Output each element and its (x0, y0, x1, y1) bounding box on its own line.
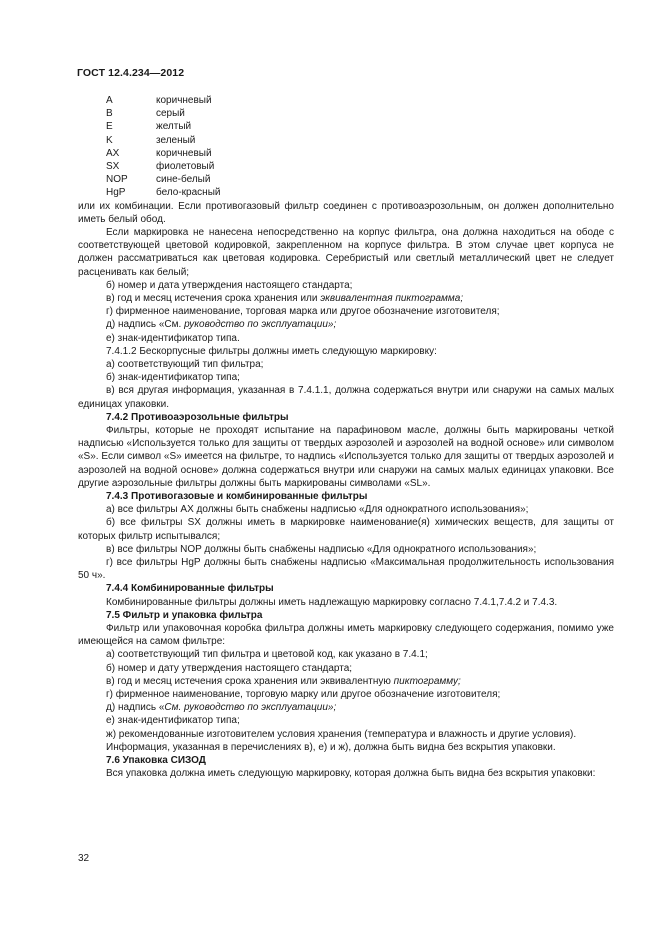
paragraph: Если маркировка не нанесена непосредственно на корпус фильтра, она должна находиться на ободе с соответствующей цветовой кодировкой, закрепленном на корпусе фильтра. В этом случае цвет корпуса не должен рассматриваться как цветовая кодировка. Серебристый или светлый металлический цвет не следует расценивать как белый; (78, 226, 614, 278)
list-item: г) фирменное наименование, торговую марку или другое обозначение изготовителя; (106, 689, 501, 701)
list-item: б) все фильтры SX должны иметь в маркировке наименование(я) химических веществ, для защиты от которых фильтр испытывался; (78, 517, 614, 542)
document-body (78, 94, 614, 780)
list-item (78, 701, 614, 714)
code: E (106, 121, 113, 133)
color-code-row (78, 186, 614, 199)
code: AX (106, 147, 120, 159)
page-number: 32 (78, 853, 90, 864)
code: SX (106, 160, 120, 172)
code: HgP (106, 187, 126, 199)
color-code-row (78, 120, 614, 133)
paragraph: Комбинированные фильтры должны иметь надлежащую маркировку согласно 7.4.1,7.4.2 и 7.4.3. (106, 596, 558, 608)
code-description: коричневый (156, 95, 212, 106)
list-item: в) вся другая информация, указанная в 7.4.1.1, должна содержаться внутри или снаружи на самых малых единицах упаковки. (78, 385, 614, 410)
paragraph: Фильтр или упаковочная коробка фильтра должны иметь маркировку следующего содержания, помимо уже имеющейся на самом фильтре: (78, 623, 614, 648)
text-segment: в) год и месяц истечения срока хранения или (106, 292, 321, 304)
color-code-row (78, 94, 614, 107)
list-item: а) соответствующий тип фильтра и цветовой код, как указано в 7.4.1; (106, 649, 428, 661)
section-heading: 7.4.2 Противоаэрозольные фильтры (106, 411, 289, 423)
code-description: желтый (156, 121, 192, 133)
list-item (78, 292, 614, 305)
section-heading: 7.4.3 Противогазовые и комбинированные фильтры (106, 490, 368, 502)
text-segment-italic: См. руководство по эксплуатации»; (164, 702, 337, 714)
code-description: фиолетовый (156, 160, 215, 172)
code-description: серый (156, 108, 185, 120)
paragraph: или их комбинации. Если противогазовый фильтр соединен с противоаэрозольным, он должен дополнительно иметь белый обод. (78, 200, 614, 225)
section-heading: 7.6 Упаковка СИЗОД (106, 755, 206, 767)
paragraph: Вся упаковка должна иметь следующую маркировку, которая должна быть видна без вскрытия упаковки: (106, 768, 596, 780)
text-segment: в) год и месяц истечения срока хранения или эквивалентную (106, 675, 394, 687)
text-segment-italic: пиктограмму; (393, 675, 461, 687)
list-item (78, 318, 614, 331)
list-item: г) все фильтры HgP должны быть снабжены надписью «Максимальная продолжительность использования 50 ч». (78, 556, 614, 582)
list-item: ж) рекомендованные изготовителем условия хранения (температура и влажность и другие условия). (106, 728, 577, 740)
text-segment-italic: эквивалентная пиктограмма; (320, 292, 464, 304)
paragraph: 7.4.1.2 Бескорпусные фильтры должны иметь следующую маркировку: (106, 345, 437, 357)
text-segment: д) надпись «См. (106, 319, 185, 331)
code-description: зеленый (156, 134, 196, 146)
color-code-row (78, 160, 614, 173)
code-description: коричневый (156, 147, 212, 159)
list-item: е) знак-идентификатор типа; (106, 715, 240, 727)
list-item: е) знак-идентификатор типа. (106, 332, 240, 344)
code: B (106, 108, 113, 120)
list-item: в) все фильтры NOP должны быть снабжены надписью «Для однократного использования»; (106, 543, 537, 555)
code: A (106, 95, 113, 106)
text-segment: д) надпись « (106, 702, 165, 714)
list-item: а) соответствующий тип фильтра; (106, 358, 264, 370)
list-item (78, 675, 614, 688)
color-code-row (78, 134, 614, 147)
list-item: б) знак-идентификатор типа; (106, 372, 240, 384)
list-item: б) номер и дата утверждения настоящего стандарта; (106, 279, 353, 291)
text-segment-italic: руководство по эксплуатации»; (184, 319, 337, 331)
color-code-row (78, 173, 614, 186)
paragraph: Фильтры, которые не проходят испытание на парафиновом масле, должны быть маркированы четкой надписью «Используется только для защиты от твердых аэрозолей и аэрозолей на водной основе» или символом «S». Если символ «S» имеется на фильтре, то надпись «Используется только для защиты от твердых аэрозолей и аэрозолей на водной основе» должна содержаться внутри или снаружи на самых малых единицах упаковки. Все другие аэрозольные фильтры должны быть маркированы символами «SL». (78, 424, 614, 489)
code-description: бело-красный (156, 187, 221, 199)
section-heading: 7.4.4 Комбинированные фильтры (106, 583, 274, 595)
code-description: сине-белый (156, 174, 211, 186)
paragraph: Информация, указанная в перечислениях в), е) и ж), должна быть видна без вскрытия упаковки. (106, 741, 556, 753)
list-item: б) номер и дату утверждения настоящего стандарта; (106, 662, 353, 674)
code: NOP (106, 174, 128, 186)
code: K (106, 134, 113, 146)
list-item: г) фирменное наименование, торговая марка или другое обозначение изготовителя; (106, 306, 500, 318)
color-code-list (78, 94, 614, 200)
color-code-row (78, 107, 614, 120)
document-header: ГОСТ 12.4.234—2012 (77, 67, 185, 79)
section-heading: 7.5 Фильтр и упаковка фильтра (106, 609, 263, 621)
color-code-row (78, 147, 614, 160)
list-item: а) все фильтры АХ должны быть снабжены надписью «Для однократного использования»; (106, 504, 529, 516)
